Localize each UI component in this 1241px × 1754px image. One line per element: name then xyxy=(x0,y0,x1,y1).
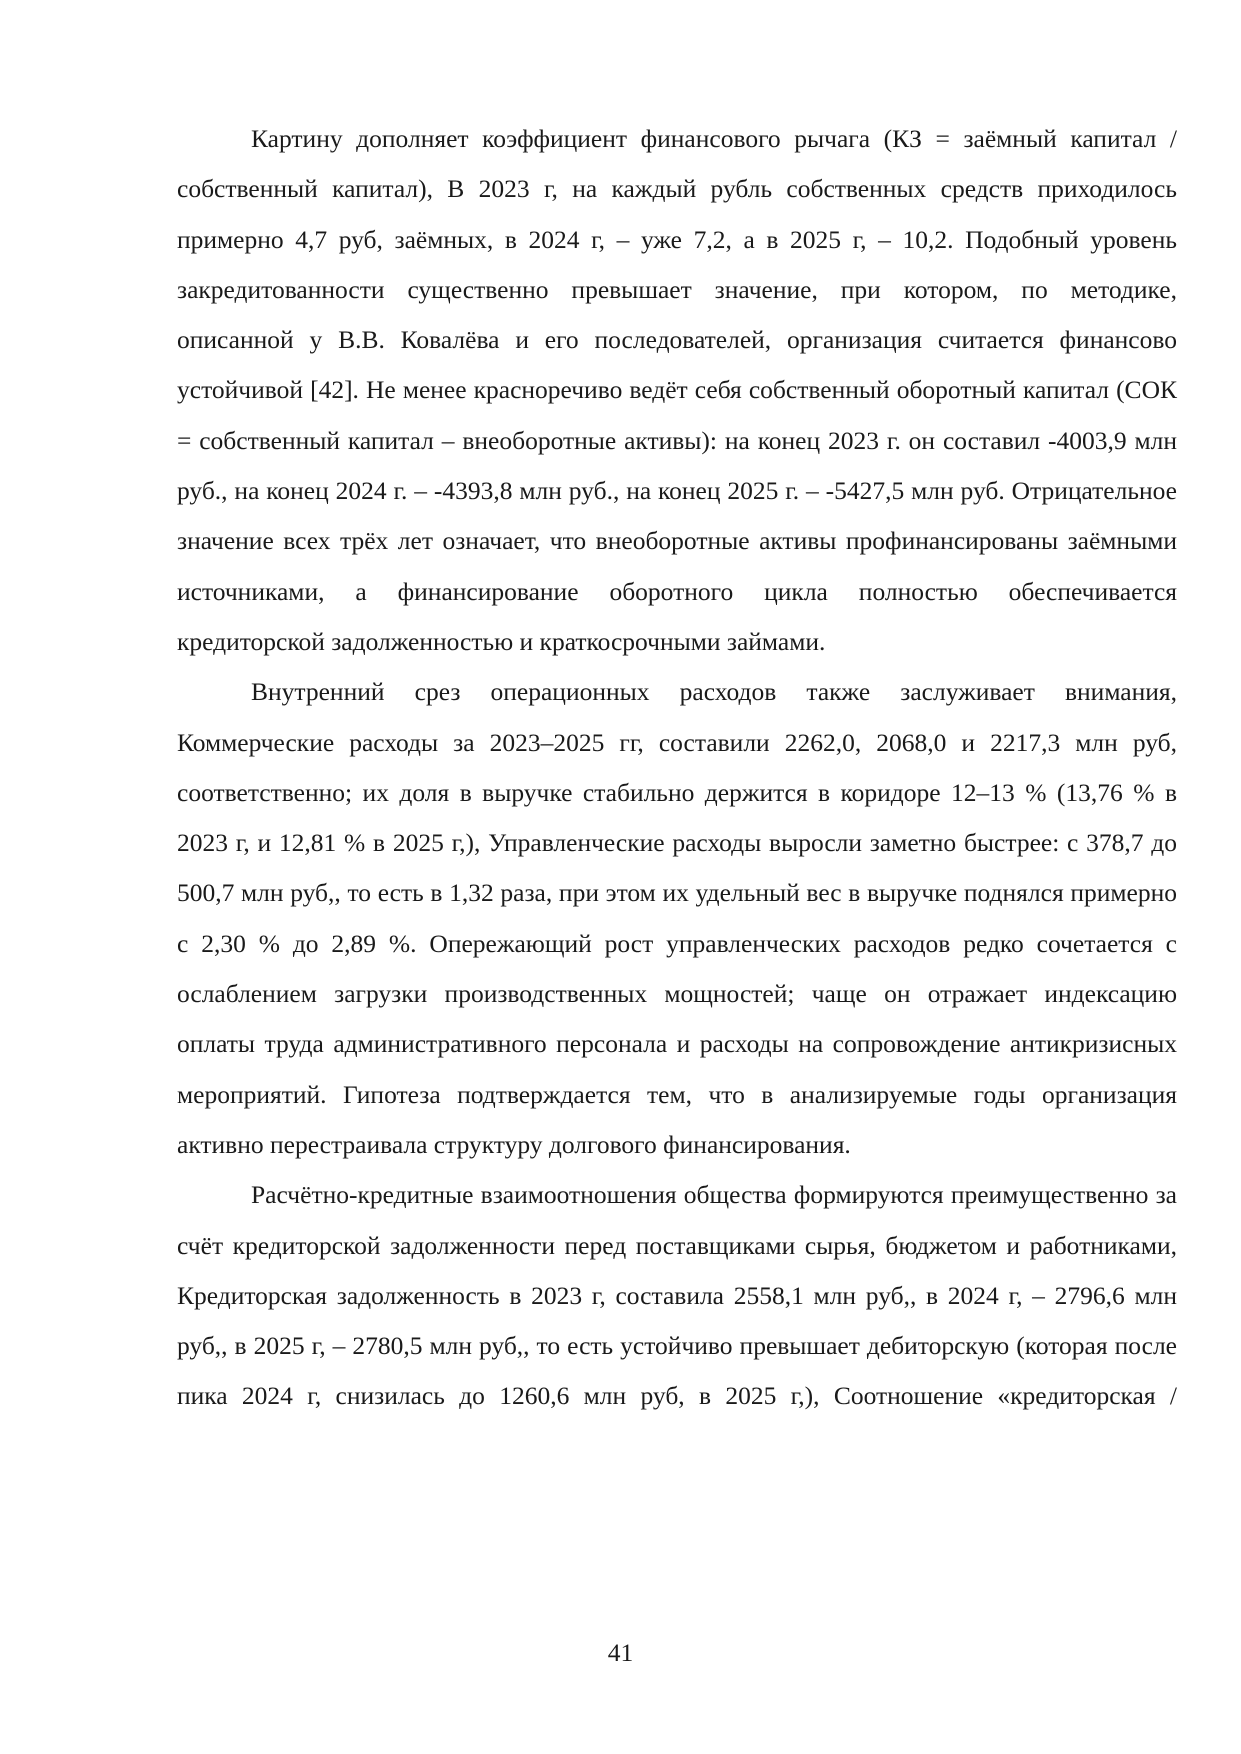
paragraph-financial-leverage: Картину дополняет коэффициент финансового рычага (КЗ = заёмный капитал / собственный капитал), В 2023 г, на каждый рубль собственных средств приходилось примерно 4,7 руб, заёмных, в 2024 г, – уже 7,2, а в 2025 г, – 10,2. Подобный уровень закредитованности существенно превышает значение, при котором, по методике, описанной у В.В. Ковалёва и его последователей, организация считается финансово устойчивой [42]. Не менее красноречиво ведёт себя собственный оборотный капитал (СОК = собственный капитал – внеоборотные активы): на конец 2023 г. он составил -4003,9 млн руб., на конец 2024 г. – -4393,8 млн руб., на конец 2025 г. – -5427,5 млн руб. Отрицательное значение всех трёх лет означает, что внеоборотные активы профинансированы заёмными источниками, а финансирование оборотного цикла полностью обеспечивается кредиторской задолженностью и краткосрочными займами. xyxy=(177,124,1177,656)
page-number: 41 xyxy=(607,1638,634,1667)
paragraph-settlement-relations: Расчётно-кредитные взаимоотношения общества формируются преимущественно за счёт кредиторской задолженности перед поставщиками сырья, бюджетом и работниками, Кредиторская задолженность в 2023 г, составила 2558,1 млн руб,, в 2024 г, – 2796,6 млн руб,, в 2025 г, – 2780,5 млн руб,, то есть устойчиво превышает дебиторскую (которая после пика 2024 г, снизилась до 1260,6 млн руб, в 2025 г,), Соотношение «кредиторская / xyxy=(177,1180,1177,1411)
paragraph-operating-expenses: Внутренний срез операционных расходов также заслуживает внимания, Коммерческие расходы за 2023–2025 гг, составили 2262,0, 2068,0 и 2217,3 млн руб, соответственно; их доля в выручке стабильно держится в коридоре 12–13 % (13,76 % в 2023 г, и 12,81 % в 2025 г,), Управленческие расходы выросли заметно быстрее: с 378,7 до 500,7 млн руб,, то есть в 1,32 раза, при этом их удельный вес в выручке поднялся примерно с 2,30 % до 2,89 %. Опережающий рост управленческих расходов редко сочетается с ослаблением загрузки производственных мощностей; чаще он отражает индексацию оплаты труда административного персонала и расходы на сопровождение антикризисных мероприятий. Гипотеза подтверждается тем, что в анализируемые годы организация активно перестраивала структуру долгового финансирования. xyxy=(177,677,1177,1159)
document-body xyxy=(177,114,1177,1422)
